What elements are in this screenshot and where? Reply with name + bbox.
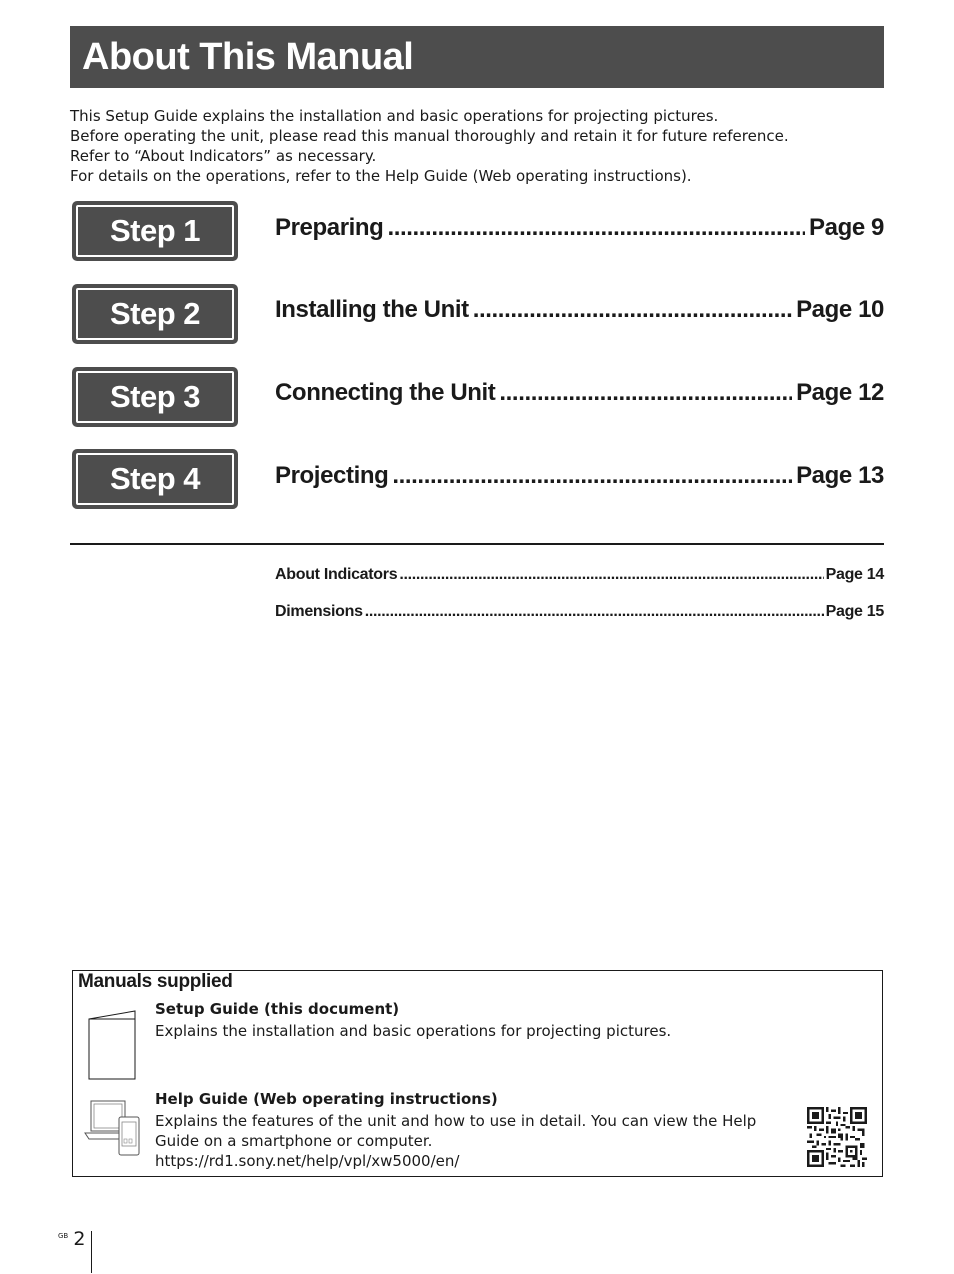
- devices-icon: [83, 1097, 143, 1161]
- intro-line: For details on the operations, refer to the Help Guide (Web operating instructions).: [70, 167, 692, 185]
- toc-label: Installing the Unit: [275, 296, 469, 323]
- toc-page: Page 10: [796, 296, 884, 323]
- dot-leader: [399, 566, 823, 584]
- intro-text: [70, 106, 890, 186]
- step-4-badge: [72, 449, 238, 509]
- setup-guide-description: [155, 1021, 795, 1041]
- dot-leader: [473, 296, 792, 324]
- section-divider: [70, 543, 884, 545]
- page-number-value: 2: [73, 1228, 86, 1250]
- toc-label: About Indicators: [275, 566, 398, 583]
- step-3-badge: [72, 367, 238, 427]
- page-number: [58, 1228, 85, 1250]
- help-guide-description: [155, 1111, 795, 1171]
- toc-entry-connecting[interactable]: [275, 379, 884, 413]
- setup-guide-text: Explains the installation and basic operations for projecting pictures.: [155, 1022, 672, 1040]
- step-2-badge: [72, 284, 238, 344]
- toc-entry-projecting[interactable]: [275, 462, 884, 496]
- toc-page: Page 9: [809, 214, 884, 241]
- step-badge-label: Step 4: [76, 453, 234, 505]
- toc-page: Page 14: [825, 566, 884, 583]
- setup-guide-heading: Setup Guide (this document): [155, 1000, 400, 1018]
- toc-entry-dimensions[interactable]: [275, 603, 884, 625]
- booklet-icon: [87, 1009, 139, 1085]
- manuals-supplied-box: [72, 970, 883, 1177]
- toc-entry-preparing[interactable]: [275, 214, 884, 248]
- dot-leader: [365, 603, 824, 621]
- region-code: GB: [58, 1232, 69, 1240]
- intro-line: This Setup Guide explains the installation and basic operations for projecting pictures.: [70, 107, 719, 125]
- step-badge-label: Step 1: [76, 205, 234, 257]
- toc-entry-about-indicators[interactable]: [275, 566, 884, 588]
- toc-label: Connecting the Unit: [275, 379, 496, 406]
- step-1-badge: [72, 201, 238, 261]
- intro-line: Refer to “About Indicators” as necessary.: [70, 147, 377, 165]
- toc-label: Dimensions: [275, 603, 363, 620]
- page-title: About This Manual: [82, 35, 414, 78]
- help-guide-heading: Help Guide (Web operating instructions): [155, 1090, 498, 1108]
- toc-page: Page 13: [796, 462, 884, 489]
- toc-entry-installing[interactable]: [275, 296, 884, 330]
- help-guide-text: Guide on a smartphone or computer.: [155, 1132, 433, 1150]
- step-badge-label: Step 3: [76, 371, 234, 423]
- qr-code-icon: [807, 1107, 867, 1171]
- dot-leader: [392, 462, 792, 490]
- help-guide-text: Explains the features of the unit and how to use in detail. You can view the Help: [155, 1112, 757, 1130]
- help-guide-url[interactable]: https://rd1.sony.net/help/vpl/xw5000/en/: [155, 1152, 460, 1170]
- step-badge-label: Step 2: [76, 288, 234, 340]
- footer-rule: [91, 1231, 92, 1273]
- title-bar: [70, 26, 884, 88]
- dot-leader: [387, 214, 805, 242]
- dot-leader: [499, 379, 792, 407]
- toc-page: Page 15: [825, 603, 884, 620]
- toc-label: Projecting: [275, 462, 389, 489]
- toc-label: Preparing: [275, 214, 384, 241]
- manuals-title: Manuals supplied: [78, 971, 233, 992]
- toc-page: Page 12: [796, 379, 884, 406]
- intro-line: Before operating the unit, please read this manual thoroughly and retain it for future reference.: [70, 127, 789, 145]
